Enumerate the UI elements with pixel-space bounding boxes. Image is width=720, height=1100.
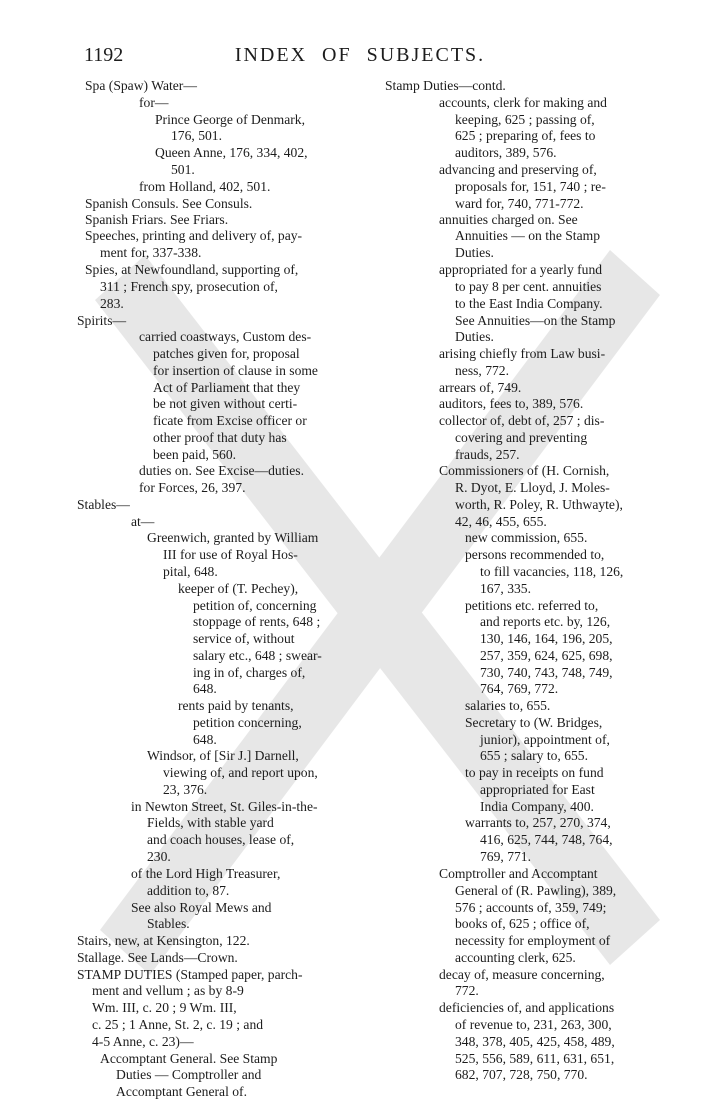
- index-line: in Newton Street, St. Giles-in-the-: [131, 799, 318, 814]
- index-line: to the East India Company.: [455, 296, 603, 311]
- index-line: other proof that duty has: [153, 430, 287, 445]
- index-line: Stallage. See Lands—Crown.: [77, 950, 238, 965]
- index-line: advancing and preserving of,: [439, 162, 597, 177]
- index-line: ment for, 337-338.: [100, 245, 202, 260]
- index-line: R. Dyot, E. Lloyd, J. Moles-: [455, 480, 610, 495]
- index-line: ness, 772.: [455, 363, 509, 378]
- index-line: collector of, debt of, 257 ; dis-: [439, 413, 605, 428]
- index-line: 655 ; salary to, 655.: [480, 748, 588, 763]
- index-line: annuities charged on. See: [439, 212, 578, 227]
- index-line: persons recommended to,: [465, 547, 605, 562]
- index-line: General of (R. Pawling), 389,: [455, 883, 617, 898]
- index-line: 764, 769, 772.: [480, 681, 559, 696]
- index-line: petition concerning,: [193, 715, 302, 730]
- index-line: service of, without: [193, 631, 295, 646]
- index-line: covering and preventing: [455, 430, 588, 445]
- index-line: ment and vellum ; as by 8-9: [92, 983, 244, 998]
- index-line: India Company, 400.: [480, 799, 594, 814]
- index-line: ward for, 740, 771-772.: [455, 196, 584, 211]
- index-line: Stairs, new, at Kensington, 122.: [77, 933, 250, 948]
- index-line: new commission, 655.: [465, 530, 588, 545]
- index-line: salaries to, 655.: [465, 698, 551, 713]
- index-line: deficiencies of, and applications: [439, 1000, 615, 1015]
- index-line: 23, 376.: [163, 782, 208, 797]
- index-line: 311 ; French spy, prosecution of,: [100, 279, 278, 294]
- index-line: to pay in receipts on fund: [465, 765, 604, 780]
- index-line: STAMP DUTIES (Stamped paper, parch-: [77, 967, 303, 982]
- index-line: Duties — Comptroller and: [116, 1067, 262, 1082]
- index-line: for—: [139, 95, 169, 110]
- index-line: Fields, with stable yard: [147, 815, 274, 830]
- index-line: stoppage of rents, 648 ;: [193, 614, 321, 629]
- index-line: Accomptant General. See Stamp: [100, 1051, 278, 1066]
- index-line: auditors, 389, 576.: [455, 145, 557, 160]
- index-line: See also Royal Mews and: [131, 900, 272, 915]
- index-line: patches given for, proposal: [153, 346, 300, 361]
- index-line: Duties.: [455, 329, 494, 344]
- index-line: frauds, 257.: [455, 447, 520, 462]
- index-line: Speeches, printing and delivery of, pay-: [85, 228, 303, 243]
- index-line: Spies, at Newfoundland, supporting of,: [85, 262, 299, 277]
- index-line: Prince George of Denmark,: [155, 112, 305, 127]
- index-line: arising chiefly from Law busi-: [439, 346, 606, 361]
- index-line: 416, 625, 744, 748, 764,: [480, 832, 613, 847]
- index-line: books of, 625 ; office of,: [455, 916, 590, 931]
- index-line: carried coastways, Custom des-: [139, 329, 312, 344]
- index-line: decay of, measure concerning,: [439, 967, 605, 982]
- index-line: auditors, fees to, 389, 576.: [439, 396, 584, 411]
- index-line: Duties.: [455, 245, 494, 260]
- index-line: 682, 707, 728, 750, 770.: [455, 1067, 588, 1082]
- index-line: Spanish Consuls. See Consuls.: [85, 196, 253, 211]
- index-line: 772.: [455, 983, 479, 998]
- index-line: worth, R. Poley, R. Uthwayte),: [455, 497, 623, 512]
- index-line: 348, 378, 405, 425, 458, 489,: [455, 1034, 615, 1049]
- index-line: 257, 359, 624, 625, 698,: [480, 648, 613, 663]
- index-line: junior), appointment of,: [480, 732, 610, 747]
- index-line: Commissioners of (H. Cornish,: [439, 463, 610, 478]
- index-line: ficate from Excise officer or: [153, 413, 307, 428]
- index-line: for insertion of clause in some: [153, 363, 318, 378]
- index-line: 769, 771.: [480, 849, 531, 864]
- index-line: Comptroller and Accomptant: [439, 866, 598, 881]
- index-line: Act of Parliament that they: [153, 380, 301, 395]
- index-line: keeper of (T. Pechey),: [178, 581, 299, 596]
- index-line: Wm. III, c. 20 ; 9 Wm. III,: [92, 1000, 237, 1015]
- index-line: Stamp Duties—contd.: [385, 78, 506, 93]
- index-line: 130, 146, 164, 196, 205,: [480, 631, 613, 646]
- index-line: pital, 648.: [163, 564, 218, 579]
- index-line: to fill vacancies, 118, 126,: [480, 564, 624, 579]
- index-line: arrears of, 749.: [439, 380, 522, 395]
- index-line: 230.: [147, 849, 171, 864]
- index-line: 730, 740, 743, 748, 749,: [480, 665, 613, 680]
- index-line: 501.: [171, 162, 195, 177]
- index-line: salary etc., 648 ; swear-: [193, 648, 322, 663]
- index-line: 167, 335.: [480, 581, 531, 596]
- index-line: at—: [131, 514, 155, 529]
- index-line: to pay 8 per cent. annuities: [455, 279, 602, 294]
- index-line: accounting clerk, 625.: [455, 950, 576, 965]
- index-line: 525, 556, 589, 611, 631, 651,: [455, 1051, 615, 1066]
- index-line: 283.: [100, 296, 124, 311]
- index-line: keeping, 625 ; passing of,: [455, 112, 595, 127]
- index-line: and reports etc. by, 126,: [480, 614, 611, 629]
- index-line: Annuities — on the Stamp: [455, 228, 600, 243]
- index-line: addition to, 87.: [147, 883, 230, 898]
- index-line: viewing of, and report upon,: [163, 765, 318, 780]
- index-line: Stables—: [77, 497, 130, 512]
- index-line: 625 ; preparing of, fees to: [455, 128, 596, 143]
- index-line: of the Lord High Treasurer,: [131, 866, 281, 881]
- index-line: accounts, clerk for making and: [439, 95, 607, 110]
- index-line: See Annuities—on the Stamp: [455, 313, 616, 328]
- index-line: necessity for employment of: [455, 933, 611, 948]
- index-line: rents paid by tenants,: [178, 698, 294, 713]
- index-line: Spanish Friars. See Friars.: [85, 212, 229, 227]
- index-line: Accomptant General of.: [116, 1084, 247, 1099]
- index-line: 42, 46, 455, 655.: [455, 514, 547, 529]
- index-line: for Forces, 26, 397.: [139, 480, 246, 495]
- index-line: petitions etc. referred to,: [465, 598, 599, 613]
- index-line: of revenue to, 231, 263, 300,: [455, 1017, 612, 1032]
- page-number: 1192: [84, 44, 124, 66]
- index-line: 4-5 Anne, c. 23)—: [92, 1034, 194, 1049]
- index-line: petition of, concerning: [193, 598, 317, 613]
- index-line: Spa (Spaw) Water—: [85, 78, 197, 93]
- page-title: INDEX OF SUBJECTS.: [234, 44, 486, 66]
- index-line: warrants to, 257, 270, 374,: [465, 815, 611, 830]
- index-line: ing in of, charges of,: [193, 665, 306, 680]
- index-line: duties on. See Excise—duties.: [139, 463, 304, 478]
- index-line: 576 ; accounts of, 359, 749;: [455, 900, 607, 915]
- index-line: Spirits—: [77, 313, 127, 328]
- index-line: Greenwich, granted by William: [147, 530, 319, 545]
- index-line: Secretary to (W. Bridges,: [465, 715, 603, 730]
- index-line: III for use of Royal Hos-: [163, 547, 298, 562]
- index-line: and coach houses, lease of,: [147, 832, 295, 847]
- index-line: Queen Anne, 176, 334, 402,: [155, 145, 308, 160]
- index-line: Stables.: [147, 916, 190, 931]
- index-line: been paid, 560.: [153, 447, 237, 462]
- index-line: appropriated for a yearly fund: [439, 262, 603, 277]
- index-line: 648.: [193, 681, 217, 696]
- index-line: Windsor, of [Sir J.] Darnell,: [147, 748, 299, 763]
- index-line: 648.: [193, 732, 217, 747]
- index-line: c. 25 ; 1 Anne, St. 2, c. 19 ; and: [92, 1017, 264, 1032]
- index-line: proposals for, 151, 740 ; re-: [455, 179, 606, 194]
- index-line: 176, 501.: [171, 128, 222, 143]
- index-line: be not given without certi-: [153, 396, 298, 411]
- index-line: appropriated for East: [480, 782, 595, 797]
- index-line: from Holland, 402, 501.: [139, 179, 271, 194]
